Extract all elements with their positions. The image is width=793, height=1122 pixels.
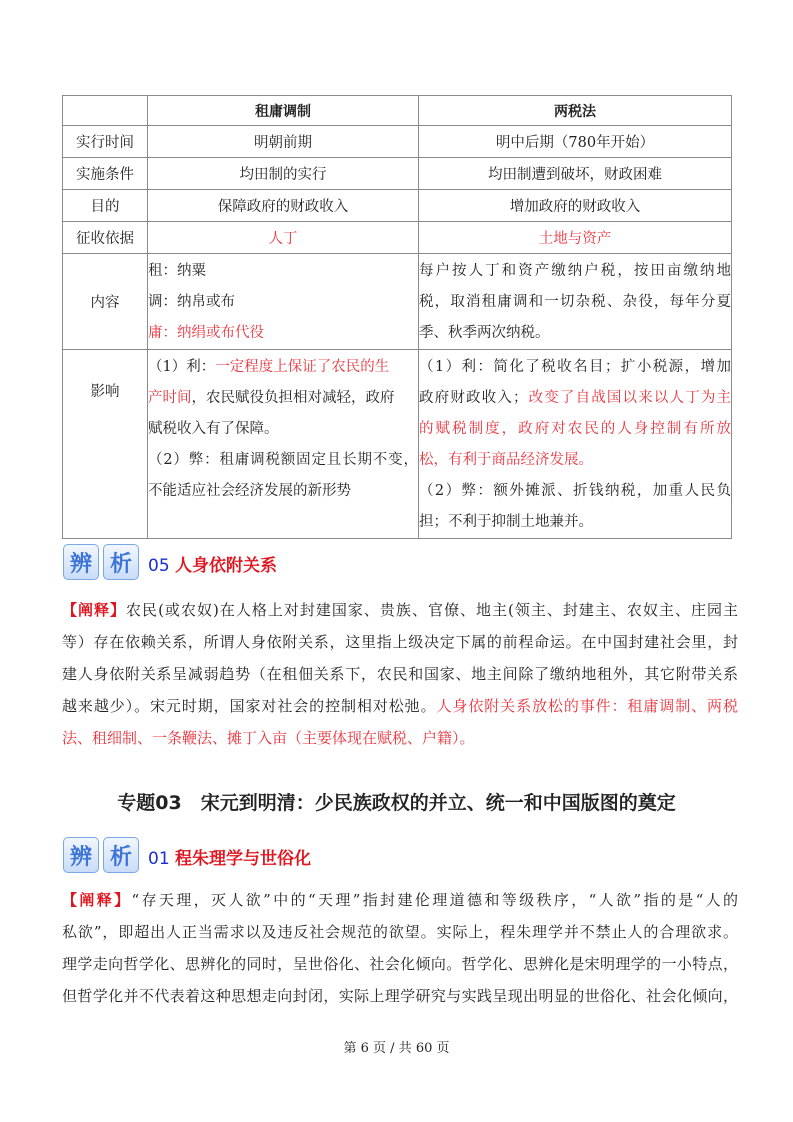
table-row <box>63 158 732 190</box>
text-segment: 调：纳帛或布 <box>148 294 235 310</box>
cell <box>148 254 419 350</box>
highlight-text: 改变了自战国以来以人丁为主 <box>527 390 732 406</box>
cell <box>148 350 419 539</box>
text-line <box>419 318 731 349</box>
heading-number: 01 <box>148 849 170 869</box>
text-segment: 每户按人丁和资产缴纳户税，按田亩缴纳地 <box>419 263 731 279</box>
text-segment: 但哲学化并不代表着这种思想走向封闭，实际上理学研究与实践呈现出明显的世俗化、社会化倾向， <box>62 987 738 1005</box>
text-line <box>148 352 418 383</box>
row-label: 实行时间 <box>63 126 148 158</box>
topic-title: 专题03 宋元到明清：少民族政权的并立、统一和中国版图的奠定 <box>117 792 676 814</box>
text-segment: （2）弊：租庸调税额固定且长期不变， <box>148 452 418 468</box>
text-segment: 税，取消租庸调和一切杂税、杂役，每年分夏 <box>419 294 731 310</box>
text-segment: 担；不利于抑制土地兼并。 <box>419 514 593 530</box>
text-segment: （1）利：简化了税收名目；扩小税源，增加 <box>419 359 731 375</box>
table-row <box>63 126 732 158</box>
heading-title: 程朱理学与世俗化 <box>175 849 312 869</box>
text-line <box>148 476 418 507</box>
text-line <box>419 476 731 507</box>
row-label: 内容 <box>63 254 148 350</box>
text-segment: 农民(或农奴)在人格上对封建国家、贵族、官僚、地主(领主、封建主、农奴主、庄园主 <box>126 601 738 619</box>
page-footer: 第 6 页 / 共 60 页 <box>343 1041 450 1056</box>
text-segment: ，农民赋役负担相对减轻，政府 <box>191 390 395 406</box>
text-line <box>148 287 418 318</box>
text-line <box>62 884 738 916</box>
cell <box>419 254 732 350</box>
text-line <box>419 287 731 318</box>
section-heading <box>148 844 311 869</box>
table-row <box>63 254 732 350</box>
cell: 增加政府的财政收入 <box>419 190 732 222</box>
cell: 均田制遭到破坏，财政困难 <box>419 158 732 190</box>
row-label: 实施条件 <box>63 158 148 190</box>
text-segment: 不能适应社会经济发展的新形势 <box>148 483 351 499</box>
cell: 土地与资产 <box>419 222 732 254</box>
text-line <box>419 352 731 383</box>
badge-char: 析 <box>103 837 139 873</box>
highlight-text: 庸：纳绢或布代役 <box>148 325 264 341</box>
text-line <box>419 507 731 538</box>
text-segment: （2）弊：额外摊派、折钱纳税，加重人民负 <box>419 483 731 499</box>
explanation-label: 【阐释】 <box>62 891 132 909</box>
analysis-badge <box>63 837 139 873</box>
explanation-paragraph <box>62 594 738 754</box>
text-line <box>148 318 418 349</box>
cell: 明中后期（780年开始） <box>419 126 732 158</box>
table-row <box>63 190 732 222</box>
row-label: 目的 <box>63 190 148 222</box>
header-zuyongdiao: 租庸调制 <box>148 96 419 126</box>
text-segment: “存天理，灭人欲”中的“天理”指封建伦理道德和等级秩序，“人欲”指的是“人的 <box>131 891 738 909</box>
text-line <box>62 722 738 754</box>
header-empty <box>63 96 148 126</box>
text-segment: 赋税收入有了保障。 <box>148 421 279 437</box>
section-heading <box>148 551 277 576</box>
text-line <box>62 916 738 948</box>
cell: 人丁 <box>148 222 419 254</box>
row-label: 征收依据 <box>63 222 148 254</box>
text-line <box>148 256 418 287</box>
text-line <box>148 445 418 476</box>
highlight-text: 松，有利于商品经济发展。 <box>419 452 593 468</box>
text-line <box>62 980 738 1012</box>
text-segment: 私欲”，即超出人正当需求以及违反社会规范的欲望。实际上，程朱理学并不禁止人的合理欲求。 <box>62 923 738 941</box>
tax-comparison-table <box>62 95 732 539</box>
text-line <box>62 658 738 690</box>
text-line <box>419 414 731 445</box>
text-segment: 等）存在依赖关系，所谓人身依附关系，这里指上级决定下属的前程命运。在中国封建社会里，封 <box>62 633 738 651</box>
analysis-badge <box>63 544 139 580</box>
text-segment: 季、秋季两次纳税。 <box>419 325 550 341</box>
text-line <box>62 948 738 980</box>
highlight-text: 产时间 <box>148 390 192 406</box>
text-line <box>148 383 418 414</box>
highlight-text: 一定程度上保证了农民的生 <box>215 359 390 375</box>
highlight-text: 的赋税制度，政府对农民的人身控制有所放 <box>419 421 731 437</box>
text-segment: 越来越少）。宋元时期，国家对社会的控制相对松弛。 <box>62 697 437 715</box>
explanation-paragraph <box>62 884 738 1012</box>
cell: 均田制的实行 <box>148 158 419 190</box>
explanation-label: 【阐释】 <box>62 601 127 619</box>
text-segment: 理学走向哲学化、思辨化的同时，呈世俗化、社会化倾向。哲学化、思辨化是宋明理学的一小特点， <box>62 955 738 973</box>
cell: 保障政府的财政收入 <box>148 190 419 222</box>
text-line <box>419 383 731 414</box>
text-line <box>148 414 418 445</box>
text-line <box>62 690 738 722</box>
text-line <box>62 626 738 658</box>
text-segment: 租：纳粟 <box>148 263 206 279</box>
badge-char: 辨 <box>63 837 99 873</box>
text-line <box>419 256 731 287</box>
badge-char: 辨 <box>63 544 99 580</box>
text-segment: 建人身依附关系呈减弱趋势（在租佃关系下，农民和国家、地主间除了缴纳地租外，其它附带关系 <box>62 665 738 683</box>
table-row <box>63 222 732 254</box>
highlight-text: 人身依附关系放松的事件：租庸调制、两税 <box>436 697 738 715</box>
heading-title: 人身依附关系 <box>175 556 278 576</box>
text-segment: （1）利： <box>148 359 216 375</box>
highlight-text: 法、租细制、一条鞭法、摊丁入亩（主要体现在赋税、户籍）。 <box>62 729 475 747</box>
heading-number: 05 <box>148 556 170 576</box>
table-row <box>63 350 732 539</box>
row-label: 影响 <box>63 350 148 539</box>
cell <box>419 350 732 539</box>
text-segment: 政府财政收入； <box>419 390 528 406</box>
badge-char: 析 <box>103 544 139 580</box>
cell: 明朝前期 <box>148 126 419 158</box>
header-liangshuifa: 两税法 <box>419 96 732 126</box>
text-line <box>62 594 738 626</box>
text-line <box>419 445 731 476</box>
